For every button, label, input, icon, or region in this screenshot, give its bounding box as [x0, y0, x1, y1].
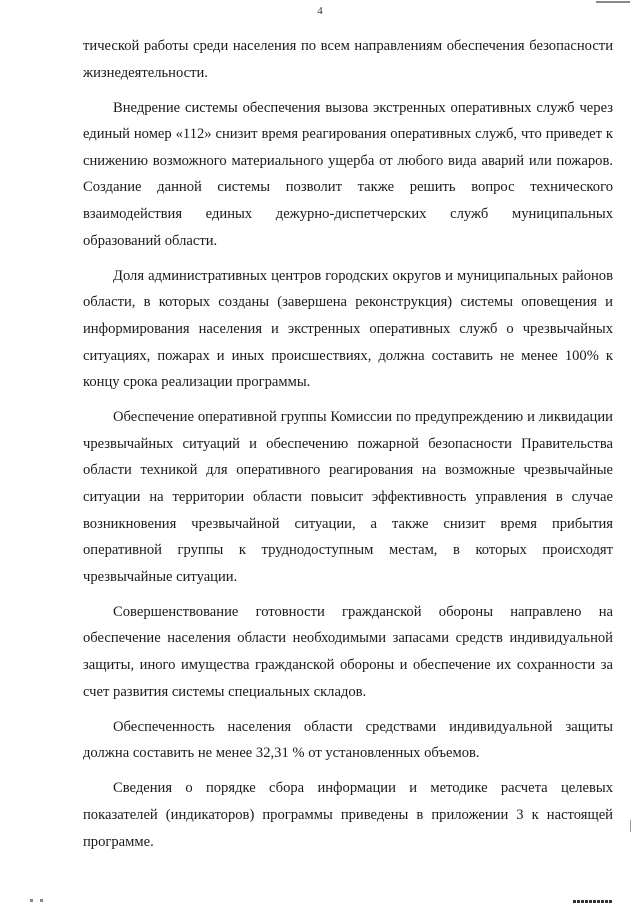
scan-artifact-edge [630, 820, 631, 832]
paragraph-continuation: тической работы среди населения по всем направлениям обеспечения безопасности жизнедеятельности. [83, 38, 613, 81]
document-body [83, 33, 613, 855]
paragraph-indicators-info: Сведения о порядке сбора информации и методике расчета целевых показателей (индикаторов) программы приведены в приложении 3 к настоящей программе. [83, 780, 613, 850]
paragraph-operational-group: Обеспечение оперативной группы Комиссии по предупреждению и ликвидации чрезвычайных ситуаций и обеспечению пожарной безопасности Правительства области техникой для оперативного реагирования на возможные чрезвычайные ситуации на территории области повысит эффективность управления в случае возникновения чрезвычайной ситуации, а также снизит время прибытия оперативной группы к труднодоступным местам, в которых происходят чрезвычайные ситуации. [83, 409, 613, 585]
paragraph-112-system: Внедрение системы обеспечения вызова экстренных оперативных служб через единый номер «112» снизит время реагирования оперативных служб, что приведет к снижению возможного материального ущерба от любого вида аварий или пожаров. Создание данной системы позволит также решить вопрос технического взаимодействия единых дежурно-диспетчерских служб муниципальных образований области. [83, 99, 613, 249]
page-number: 4 [317, 5, 323, 17]
paragraph-protection-means: Обеспеченность населения области средствами индивидуальной защиты должна составить не менее 32,31 % от установленных объемов. [83, 718, 613, 762]
paragraph-civil-defense: Совершенствование готовности гражданской обороны направлено на обеспечение населения области необходимыми запасами средств индивидуальной защиты, иного имущества гражданской обороны и обеспечение их сохранности за счет развития системы специальных складов. [83, 603, 613, 700]
scan-artifact-bottom [573, 900, 613, 903]
scan-artifact-dot [30, 899, 33, 902]
paragraph-warning-systems: Доля административных центров городских округов и муниципальных районов области, в которых созданы (завершена реконструкция) системы оповещения и информирования населения и экстренных оперативных служб о чрезвычайных ситуациях, пожарах и иных происшествиях, должна составить не менее 100% к концу срока реализации программы. [83, 267, 613, 391]
scan-artifact-top [596, 1, 630, 3]
scan-artifact-dot [40, 899, 43, 902]
